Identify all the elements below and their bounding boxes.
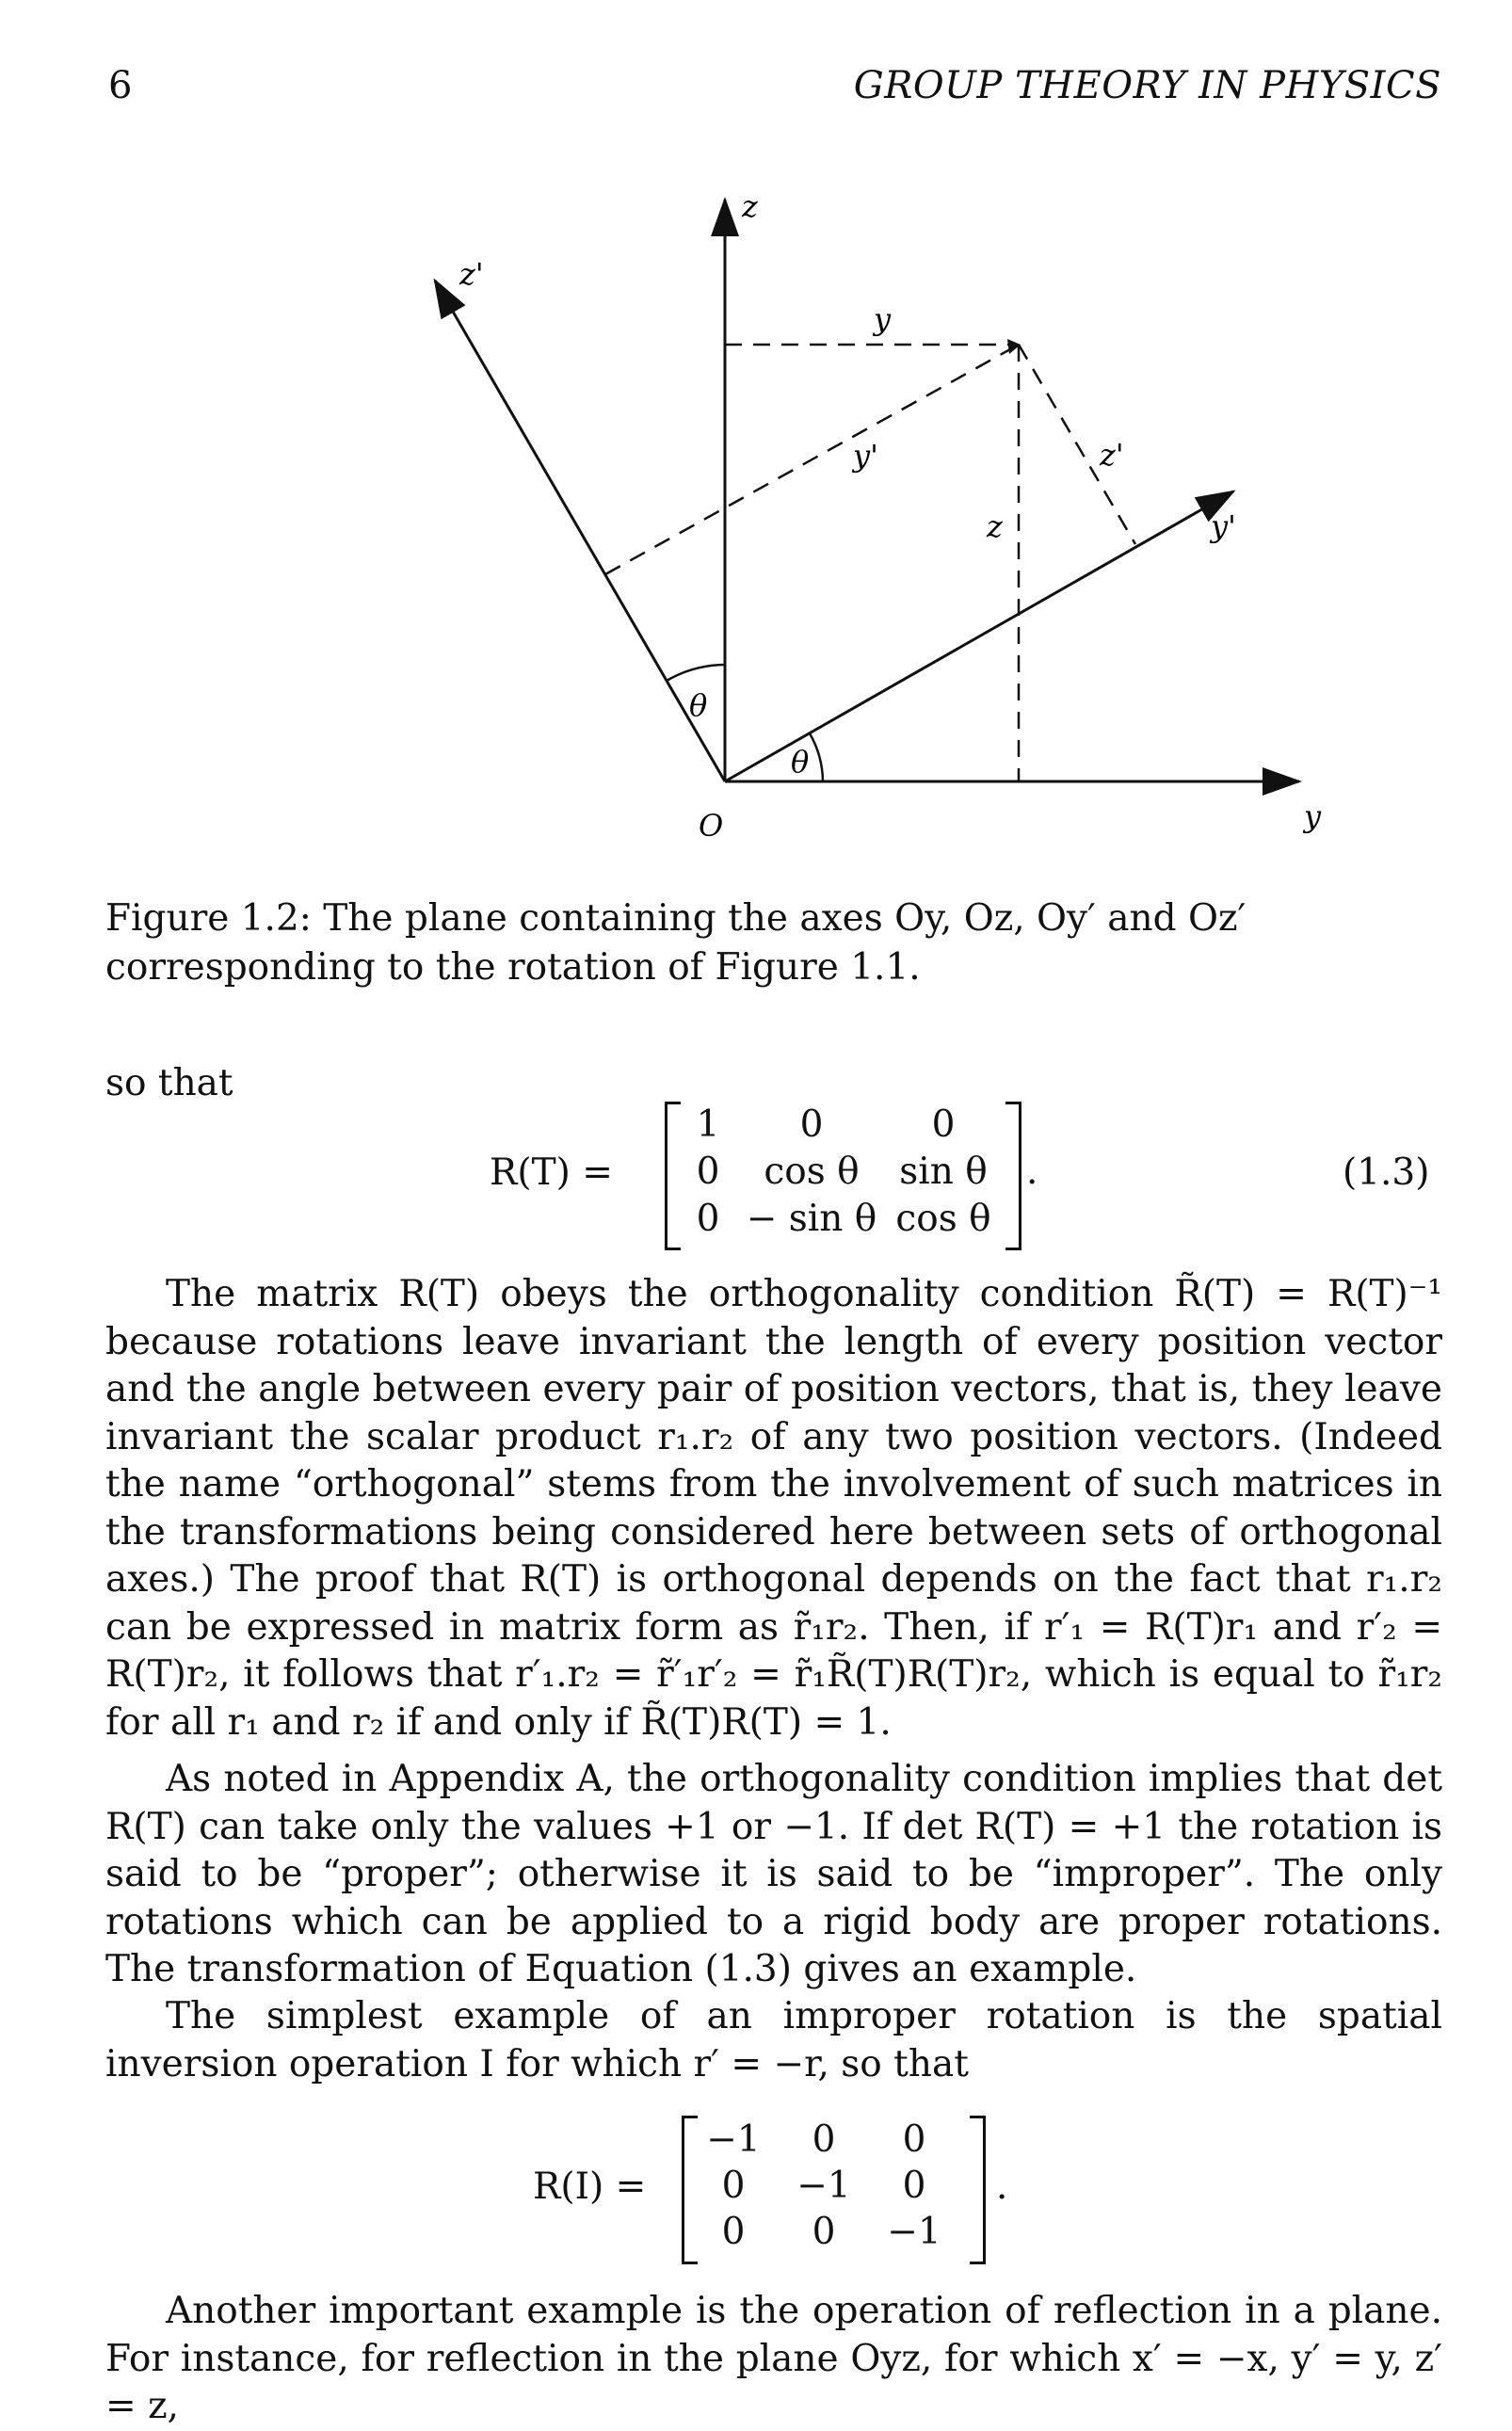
dashed-y-prime-projection xyxy=(605,345,1019,574)
eq13-cell: sin θ xyxy=(899,1151,988,1193)
paragraph-orthogonality: The matrix R(T) obeys the orthogonality condition R̃(T) = R(T)⁻¹ because rotations leave invariant the length of every position vector and the angle between every pair of position vectors, that is, they leave invariant the scalar product r₁.r₂ of any two position vectors. (Indeed the name “orthogonal” stems from the involvement of such matrices in the transformations being considered here between sets of orthogonal axes.) The proof that R(T) is orthogonal depends on the fact that r₁.r₂ can be expressed in matrix form as r̃₁r₂. Then, if r′₁ = R(T)r₁ and r′₂ = R(T)r₂, it follows that r′₁.r₂ = r̃′₁r′₂ = r̃₁R̃(T)R(T)r₂, which is equal to r̃₁r₂ for all r₁ and r₂ if and only if R̃(T)R(T) = 1. xyxy=(105,1273,1442,1744)
eq13-cell: 0 xyxy=(799,1103,824,1146)
eqI-cell: 0 xyxy=(902,2165,926,2207)
so-that-text: so that xyxy=(105,1062,233,1104)
eqI-lhs: R(I) = xyxy=(533,2165,647,2208)
paragraph-proper-improper: As noted in Appendix A, the orthogonality condition implies that det R(T) can take only the values +1 or −1. If det R(T) = +1 the rotation is said to be “proper”; otherwise it is said to be “improper”. The only rotations which can be applied to a rigid body are proper rotations. The transformation of Equation (1.3) gives an example. xyxy=(105,1758,1442,1990)
eqI-cell: 0 xyxy=(902,2118,926,2161)
page-number: 6 xyxy=(108,64,133,107)
eq13-cell: − sin θ xyxy=(746,1198,877,1240)
theta-arc-upper xyxy=(667,665,725,681)
eqI-cell: 0 xyxy=(721,2211,746,2253)
eq13-period: . xyxy=(1026,1151,1038,1193)
eqI-cell: 0 xyxy=(812,2211,836,2253)
y-prime-axis xyxy=(725,491,1233,781)
label-y-top: y xyxy=(874,301,892,337)
eqI-cell: −1 xyxy=(796,2165,851,2207)
eq13-cell: 1 xyxy=(696,1103,720,1146)
label-z-prime: z' xyxy=(459,256,484,292)
label-z: z xyxy=(742,188,758,224)
figure-caption: Figure 1.2: The plane containing the axes Oy, Oz, Oy′ and Oz′ corresponding to the rotation of Figure 1.1. xyxy=(105,897,1247,989)
label-y-axis: y xyxy=(1304,798,1322,834)
eqI-cell: −1 xyxy=(706,2118,761,2161)
label-theta-2: θ xyxy=(791,744,810,780)
label-y-prime-axis: y' xyxy=(1211,508,1236,544)
eq13-number: (1.3) xyxy=(1343,1151,1430,1194)
eqI-period: . xyxy=(996,2165,1008,2208)
label-z-inner: z xyxy=(987,508,1003,544)
eq13-cell: 0 xyxy=(931,1103,956,1146)
eqI-right-bracket xyxy=(970,2116,986,2264)
theta-arc-lower xyxy=(810,733,823,781)
eqI-cell: 0 xyxy=(721,2165,746,2207)
label-origin: O xyxy=(699,808,724,844)
running-title: GROUP THEORY IN PHYSICS xyxy=(853,64,1441,107)
eq13-lhs: R(T) = xyxy=(490,1151,613,1194)
eqI-cell: 0 xyxy=(812,2118,836,2161)
eq13-cell: cos θ xyxy=(895,1198,991,1240)
eq13-cell: cos θ xyxy=(764,1151,860,1193)
paragraph-reflection: Another important example is the operation of reflection in a plane. For instance, for reflection in the plane Oyz, for which x′ = −x, y′ = y, z′ = z, xyxy=(105,2290,1442,2427)
eq13-cell: 0 xyxy=(696,1198,720,1240)
eqI-cell: −1 xyxy=(887,2211,941,2253)
label-y-prime-inner: y' xyxy=(853,438,878,474)
paragraph-inversion: The simplest example of an improper rotation is the spatial inversion operation I for which r′ = −r, so that xyxy=(105,1995,1442,2085)
label-theta-1: θ xyxy=(689,687,708,723)
eq13-cell: 0 xyxy=(696,1151,720,1193)
label-z-prime-inner: z' xyxy=(1100,437,1124,473)
rotation-axes-figure xyxy=(0,0,1512,866)
